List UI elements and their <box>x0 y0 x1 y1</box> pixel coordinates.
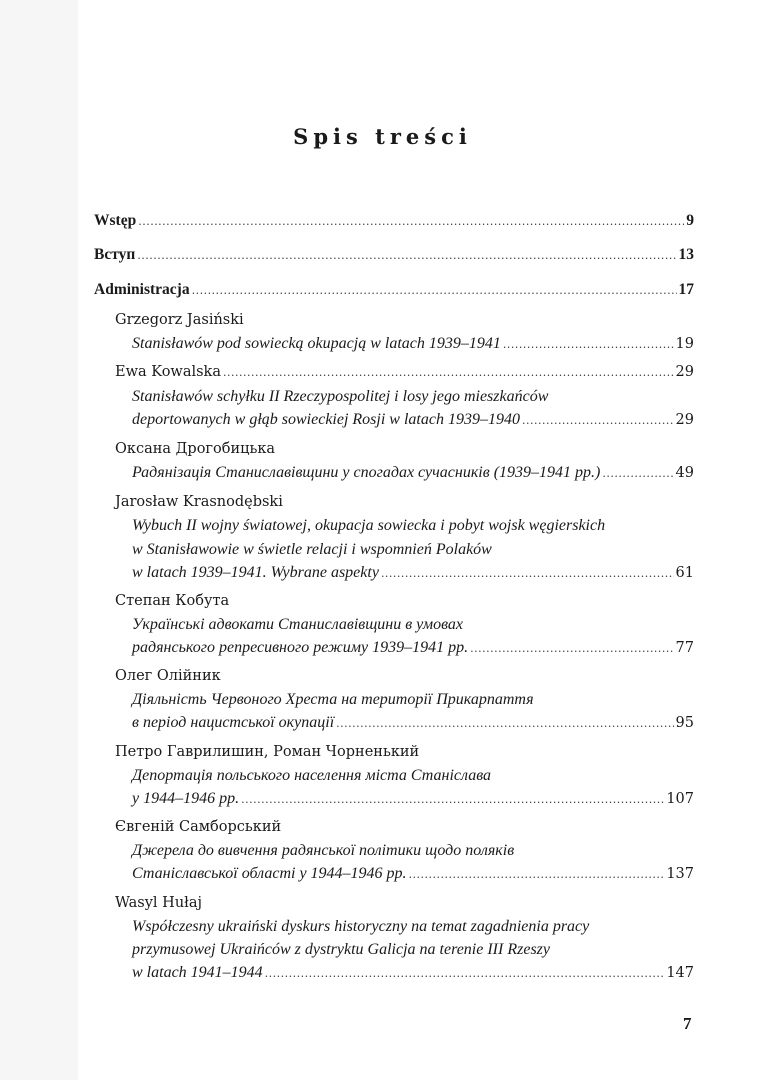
toc-entry-author-line[interactable] <box>115 364 694 386</box>
page-gutter-shadow <box>0 0 78 1080</box>
toc-entry-title: Stanisławów pod sowiecką okupacją w latach 1939–1941 <box>132 335 501 352</box>
toc-entry[interactable] <box>132 335 694 357</box>
toc-leader-dots <box>265 965 665 981</box>
toc-leader-dots <box>192 282 677 298</box>
toc-entry-author: Олег Олійник <box>115 668 221 684</box>
toc-page-number: 9 <box>686 212 694 229</box>
toc-entry-author: Jarosław Krasnodębski <box>115 494 283 510</box>
toc-entry[interactable] <box>132 790 694 812</box>
toc-leader-dots <box>336 715 673 731</box>
toc-entry[interactable] <box>132 464 694 486</box>
toc-section-administracja[interactable] <box>94 281 694 303</box>
toc-section-label: Wstęp <box>94 212 137 229</box>
toc-entry[interactable] <box>132 564 694 586</box>
toc-entry-title: Wybuch II wojny światowej, okupacja sowiecka i pobyt wojsk węgierskich <box>132 517 606 534</box>
toc-entry-title: у 1944–1946 рр. <box>132 790 240 807</box>
toc-leader-dots <box>503 336 674 352</box>
toc-entry-title: deportowanych w głąb sowieckiej Rosji w latach 1939–1940 <box>132 411 520 428</box>
toc-entry[interactable] <box>132 714 694 736</box>
toc-entry[interactable] <box>132 964 694 986</box>
toc-entry-author: Євгеній Самборський <box>115 819 282 835</box>
toc-page-number: 107 <box>666 791 694 807</box>
toc-entry-title: Współczesny ukraiński dyskurs historyczny na temat zagadnienia pracy <box>132 918 590 935</box>
toc-entry-author: Степан Кобута <box>115 593 230 609</box>
toc-leader-dots <box>137 247 676 263</box>
toc-entry-author: Петро Гаврилишин, Роман Чорненький <box>115 744 420 760</box>
toc-leader-dots <box>138 213 684 229</box>
toc-entry-author: Оксана Дрогобицька <box>115 441 276 457</box>
toc-leader-dots <box>470 640 673 656</box>
toc-entry[interactable] <box>132 411 694 433</box>
toc-page-number: 137 <box>666 866 694 882</box>
toc-page-number: 77 <box>675 640 694 656</box>
toc-page-number: 61 <box>675 565 694 581</box>
toc-entry-title: Stanisławów schyłku II Rzeczypospolitej i losy jego mieszkańców <box>132 388 549 405</box>
toc-page-number: 95 <box>675 715 694 731</box>
toc-page-number: 29 <box>675 412 694 428</box>
toc-entry-title: w latach 1941–1944 <box>132 964 263 981</box>
toc-entry-title: przymusowej Ukraińców z dystryktu Galicja na terenie III Rzeszy <box>132 941 550 958</box>
toc-entry-title: Українські адвокати Станиславівщини в умовах <box>132 616 464 633</box>
toc-leader-dots <box>223 364 674 380</box>
toc-section-label: Administracja <box>94 281 190 298</box>
toc-page-number: 49 <box>675 465 694 481</box>
toc-leader-dots <box>602 465 673 481</box>
toc-entry[interactable] <box>132 865 694 887</box>
toc-leader-dots <box>381 565 674 581</box>
page-title: Spis treści <box>293 124 472 149</box>
toc-leader-dots <box>241 791 664 807</box>
toc-entry-title: Джерела до вивчення радянської політики щодо поляків <box>132 842 515 859</box>
toc-page-number: 13 <box>678 246 694 263</box>
toc-page-number: 19 <box>675 336 694 352</box>
toc-entry-title: Депортація польського населення міста Станіслава <box>132 767 492 784</box>
toc-page-number: 29 <box>675 364 694 380</box>
toc-leader-dots <box>409 866 665 882</box>
toc-entry[interactable] <box>132 639 694 661</box>
toc-entry-author: Grzegorz Jasiński <box>115 312 244 328</box>
toc-entry-title: радянського репресивного режиму 1939–1941 рр. <box>132 639 469 656</box>
toc-entry-title: Радянізація Станиславівщини у спогадах сучасників (1939–1941 рр.) <box>132 464 601 481</box>
toc-entry-title: w latach 1939–1941. Wybrane aspekty <box>132 564 379 581</box>
toc-entry-title: w Stanisławowie w świetle relacji i wspomnień Polaków <box>132 541 492 558</box>
toc-leader-dots <box>522 412 674 428</box>
toc-entry-title: Діяльність Червоного Хреста на території Прикарпаття <box>132 691 534 708</box>
toc-section-label: Вступ <box>94 246 136 263</box>
toc-entry-author: Ewa Kowalska <box>115 364 221 380</box>
toc-entry-title: в період нацистської окупації <box>132 714 335 731</box>
toc-page-number: 147 <box>666 965 694 981</box>
toc-section-wstep[interactable] <box>94 212 694 234</box>
folio-page-number: 7 <box>683 1014 692 1033</box>
toc-section-vstup[interactable] <box>94 246 694 268</box>
toc-page-number: 17 <box>678 281 694 298</box>
toc-entry-title: Станіславської області у 1944–1946 рр. <box>132 865 407 882</box>
toc-entry-author: Wasyl Hułaj <box>115 895 202 911</box>
